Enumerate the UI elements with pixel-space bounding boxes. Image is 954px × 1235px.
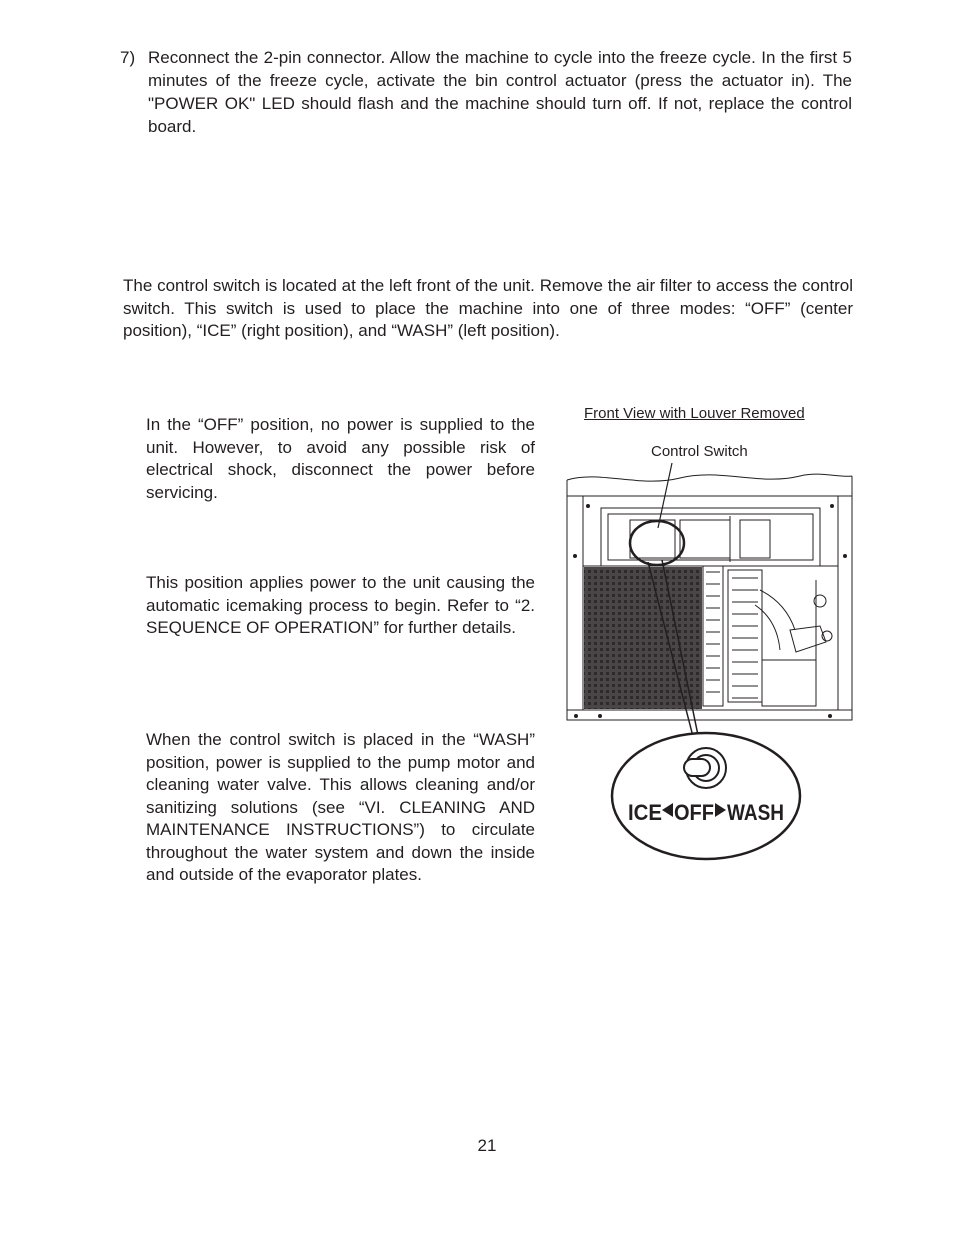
control-switch-intro: The control switch is located at the left front of the unit. Remove the air filter to access the control switch. This switch is used to place the machine into one of three modes: “OFF” (center position), “ICE” (right position), and “WASH” (left position). xyxy=(123,276,853,340)
wash-label: WASH xyxy=(727,800,784,825)
switch-label xyxy=(628,800,784,825)
ice-mode-paragraph: This position applies power to the unit causing the automatic icemaking process to begin. Refer to “2. SEQUENCE OF OPERATION” for further details. xyxy=(146,573,535,637)
step-number: 7) xyxy=(120,48,136,67)
off-mode-paragraph: In the “OFF” position, no power is supplied to the unit. However, to avoid any possible risk of electrical shock, disconnect the power before servicing. xyxy=(146,415,535,502)
page-number: 21 xyxy=(477,1136,497,1155)
step-text: Reconnect the 2-pin connector. Allow the machine to cycle into the freeze cycle. In the first 5 minutes of the freeze cycle, activate the bin control actuator (press the actuator in). The "POWER OK" LED should flash and the machine should turn off. If not, replace the control board. xyxy=(148,48,852,136)
wash-mode-paragraph: When the control switch is placed in the “WASH” position, power is supplied to the pump motor and cleaning water valve. This allows cleaning and/or sanitizing solutions (see “VI. CLEANING AND MAINTENANCE INSTRUCTIONS”) to circulate throughout the water system and down the inside and outside of the evaporator plates. xyxy=(146,730,535,884)
control-switch-callout: Control Switch xyxy=(651,443,748,460)
figure-title: Front View with Louver Removed xyxy=(584,405,805,422)
ice-label: ICE xyxy=(628,800,662,825)
off-label: OFF xyxy=(674,800,714,825)
